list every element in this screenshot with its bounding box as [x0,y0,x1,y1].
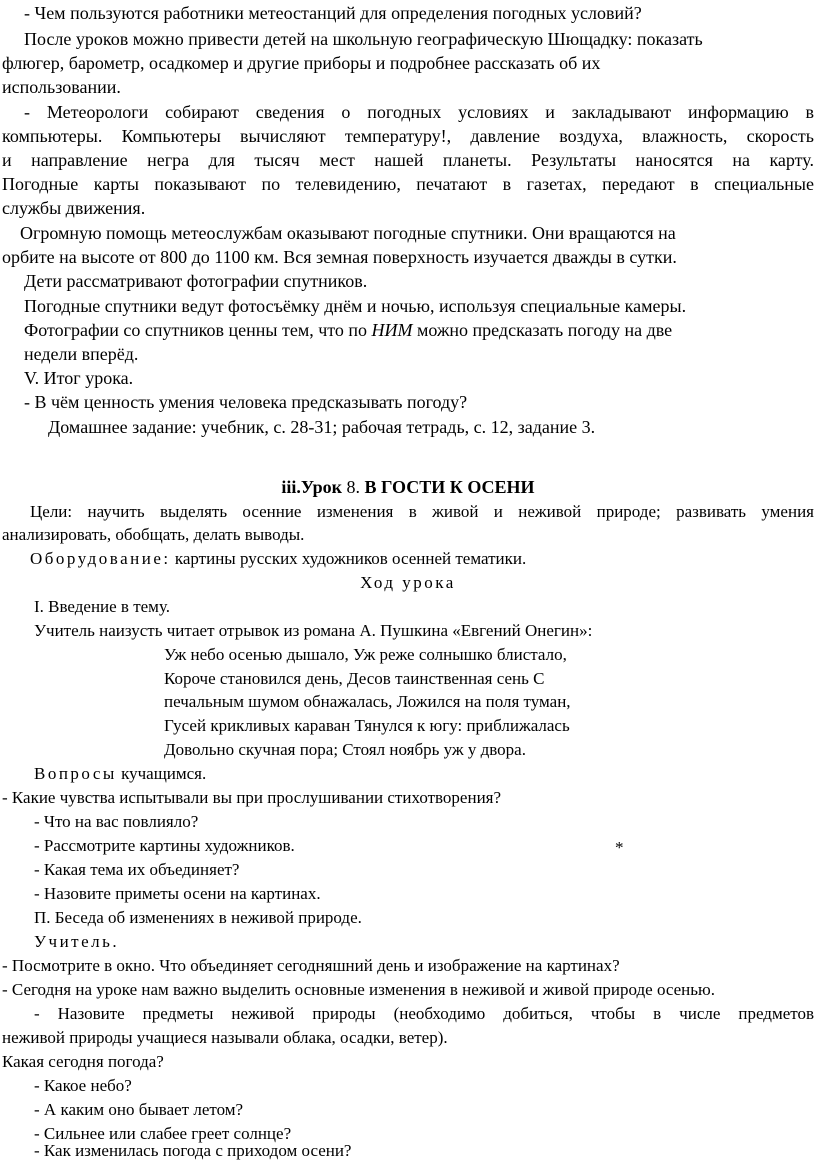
questions-line [34,765,206,782]
questions-target: кучащимся. [121,764,207,783]
equipment-line [30,550,526,567]
homework-line: Домашнее задание: учебник, с. 28-31; рабочая тетрадь, с. 12, задание 3. [48,417,596,437]
goals-line: Цели: научить выделять осенние изменения в живой и неживой природе; развивать умения [30,502,814,521]
text-line: службы движения. [2,198,146,218]
question-item: - А каким оно бывает летом? [34,1100,244,1119]
question-item: - Назовите приметы осени на картинах. [34,884,321,903]
goals-line: анализировать, обобщать, делать выводы. [2,525,305,544]
lesson-title [0,478,816,496]
question-item: - Какие чувства испытывали вы при прослушивании стихотворения? [2,788,502,807]
text-line: - Метеорологи собирают сведения о погодных условиях и закладывают информацию в [24,102,814,122]
poem-line: Довольно скучная пора; Стоял ноябрь уж у двора. [164,740,526,759]
lesson-index: 8. [346,477,361,497]
text-line: Погодные карты показывают по телевидению, печатают в газетах, передают в специальные [2,174,814,194]
equipment-text: картины русских художников осенней тематики. [174,549,527,568]
teacher-label: Учитель. [34,932,120,951]
lesson-name: В ГОСТИ К ОСЕНИ [364,477,535,497]
text-line: орбите на высоте от 800 до 1100 км. Вся земная поверхность изучается дважды в сутки. [2,247,677,267]
text-span: Фотографии со спутников ценны тем, что по [24,320,368,340]
question-item: - Как изменилась погода с приходом осени? [34,1141,352,1160]
text-line: Учитель наизусть читает отрывок из романа А. Пушкина «Евгений Онегин»: [34,621,593,640]
text-line: Погодные спутники ведут фотосъёмку днём и ночью, используя специальные камеры. [24,296,687,316]
text-line: - Посмотрите в окно. Что объединяет сегодняшний день и изображение на картинах? [2,956,620,975]
text-line: использовании. [2,77,121,97]
star-mark: * [615,838,624,857]
poem-line: Уж небо осенью дышало, Уж реже солнышко блистало, [164,645,567,664]
question-item: - Что на вас повлияло? [34,812,199,831]
text-line: Дети рассматривают фотографии спутников. [24,271,368,291]
question-item: - Сильнее или слабее греет солнце? [34,1124,292,1143]
text-line: Какая сегодня погода? [2,1052,164,1071]
question-item: - Какое небо? [34,1076,132,1095]
text-line: недели вперёд. [24,344,139,364]
text-line: Огромную помощь метеослужбам оказывают погодные спутники. Они вращаются на [20,223,676,243]
poem-line: печальным шумом обнажалась, Ложился на поля туман, [164,692,571,711]
lesson-number: iii.Урок [281,477,343,497]
section-heading: V. Итог урока. [24,368,134,388]
section-heading: П. Беседа об изменениях в неживой природе. [34,908,362,927]
text-span: можно предсказать погоду на две [417,320,673,340]
italic-word: НИМ [371,320,413,340]
course-heading: Ход урока [360,573,456,592]
text-line: компьютеры. Компьютеры вычисляют температуру!, давление воздуха, влажность, скорость [2,126,814,146]
text-line: неживой природы учащиеся называли облака, осадки, ветер). [2,1028,448,1047]
text-line: - В чём ценность умения человека предсказывать погоду? [24,392,468,412]
text-line: - Сегодня на уроке нам важно выделить основные изменения в неживой и живой природе осенью. [2,980,715,999]
question-item: - Какая тема их объединяет? [34,860,240,879]
text-line [24,321,672,339]
text-line: - Назовите предметы неживой природы (необходимо добиться, чтобы в числе предметов [34,1004,814,1023]
text-line: флюгер, барометр, осадкомер и другие приборы и подробнее рассказать об их [2,53,601,73]
text-line: и направление негра для тысяч мест нашей планеты. Результаты наносятся на карту. [2,150,814,170]
question-item: - Рассмотрите картины художников. [34,836,295,855]
text-line: После уроков можно привести детей на школьную географическую Шющадку: показать [24,29,703,49]
text-line: - Чем пользуются работники метеостанций для определения погодных условий? [24,3,642,23]
poem-line: Гусей крикливых караван Тянулся к югу: приближалась [164,716,570,735]
equipment-label: Оборудование: [30,549,171,568]
questions-label: Вопросы [34,764,117,783]
poem-line: Короче становился день, Десов таинственная сень С [164,669,545,688]
section-heading: I. Введение в тему. [34,597,170,616]
